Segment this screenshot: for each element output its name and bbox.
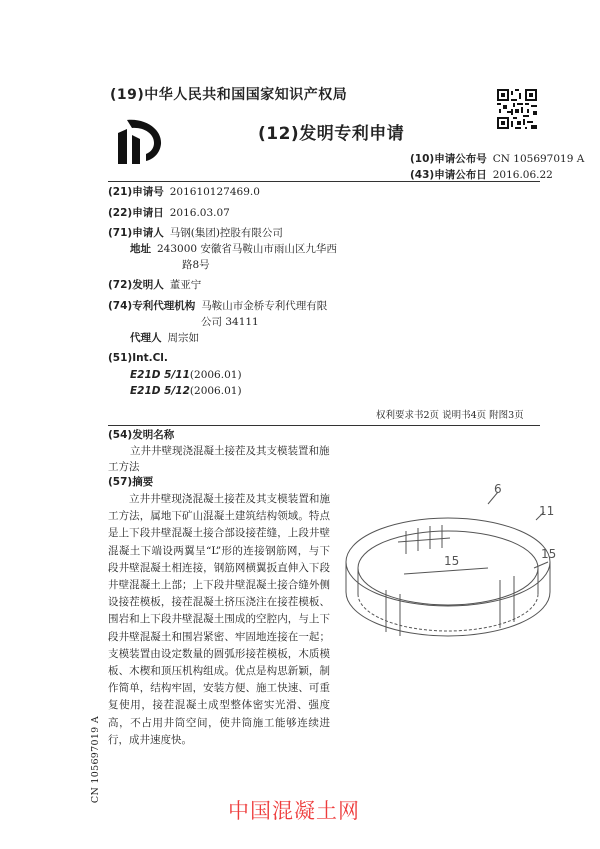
agency-row xyxy=(108,298,327,314)
inventor-row xyxy=(108,277,201,293)
agent-label: 代理人 xyxy=(130,332,162,344)
agent: 周宗如 xyxy=(167,332,199,344)
ipc-class-1 xyxy=(130,367,242,383)
pub-date-label: (43)申请公布日 xyxy=(410,169,487,181)
figure-label-6: 6 xyxy=(494,482,502,496)
ipc-code-2: E21D 5/12 xyxy=(130,385,190,397)
office-name: (19)中华人民共和国国家知识产权局 xyxy=(110,87,348,103)
ring-formwork-drawing xyxy=(338,480,570,666)
middle-rule xyxy=(108,425,540,426)
application-number-label: (21)申请号 xyxy=(108,186,164,198)
agency-label: (74)专利代理机构 xyxy=(108,300,196,312)
invention-title-line1: 立井井壁现浇混凝土接茬及其支模装置和施 xyxy=(130,445,330,457)
agent-row xyxy=(130,330,199,346)
ipc-code-1: E21D 5/11 xyxy=(130,369,190,381)
address-line2: 路8号 xyxy=(182,259,210,271)
application-number-row xyxy=(108,184,260,200)
side-pub-number: CN 105697019 A xyxy=(90,716,101,804)
ipc-version-1: (2006.01) xyxy=(189,369,242,381)
inventor-label: (72)发明人 xyxy=(108,279,164,291)
address-label: 地址 xyxy=(130,243,151,255)
figure-label-15-center: 15 xyxy=(444,554,460,568)
pub-number: CN 105697019 A xyxy=(492,153,585,165)
qr-code-icon xyxy=(497,89,537,129)
applicant-label: (71)申请人 xyxy=(108,227,164,239)
applicant: 马钢(集团)控股有限公司 xyxy=(169,227,283,239)
figure-label-11: 11 xyxy=(539,504,555,518)
address-row xyxy=(130,241,337,257)
pub-date: 2016.06.22 xyxy=(492,169,553,181)
inventor: 董亚宁 xyxy=(169,279,202,291)
page-counts: 权利要求书2页 说明书4页 附图3页 xyxy=(376,410,524,421)
application-date-label: (22)申请日 xyxy=(108,207,164,219)
figure-label-15-right: 15 xyxy=(541,547,557,561)
pub-date-row xyxy=(410,167,553,182)
ipc-label: (51)Int.Cl. xyxy=(108,352,168,364)
invention-title-line2: 工方法 xyxy=(108,461,140,473)
top-rule xyxy=(108,181,540,182)
ipc-class-2 xyxy=(130,383,242,399)
pub-number-label: (10)申请公布号 xyxy=(410,153,487,165)
site-watermark: 中国混凝土网 xyxy=(228,799,360,823)
document-type: (12)发明专利申请 xyxy=(258,124,405,144)
applicant-row xyxy=(108,225,283,241)
address-line1: 243000 安徽省马鞍山市雨山区九华西 xyxy=(157,243,337,255)
application-date: 2016.03.07 xyxy=(169,207,230,219)
agency-line2: 公司 34111 xyxy=(201,316,259,328)
application-number: 201610127469.0 xyxy=(169,186,260,198)
ipc-version-2: (2006.01) xyxy=(189,385,242,397)
pub-number-row xyxy=(410,151,584,166)
abstract-text: 立井井壁现浇混凝土接茬及其支模装置和施工方法，属地下矿山混凝土建筑结构领域。特点是上下段井壁混凝土接合部设接茬缝，上段井壁混凝土下端设两翼呈“L”形的连接钢筋网，与下段井壁混凝土相连接，钢筋网横翼扳直伸入下段井壁混凝土上部；上下段井壁混凝土接合缝外侧设接茬模板，接茬混凝土挤压浇注在接茬模板、围岩和上下段井壁混凝土围成的空腔内，与上下段井壁混凝土和围岩紧密、牢固地连接在一起；支模装置由设定数量的圆弧形接茬模板，木质模板、木楔和顶压机构组成。优点是构思新颖，制作简单，结构牢固，安装方便、施工快速、可重复使用，接茬混凝土成型整体密实光滑、强度高，不占用井筒空间，使井筒施工能够连续进行，成井速度快。 xyxy=(108,493,330,746)
title-label: (54)发明名称 xyxy=(108,429,175,441)
agency-line1: 马鞍山市金桥专利代理有限 xyxy=(201,300,328,312)
abstract-label: (57)摘要 xyxy=(108,476,154,488)
cnipa-emblem-icon xyxy=(113,117,167,167)
application-date-row xyxy=(108,205,230,221)
